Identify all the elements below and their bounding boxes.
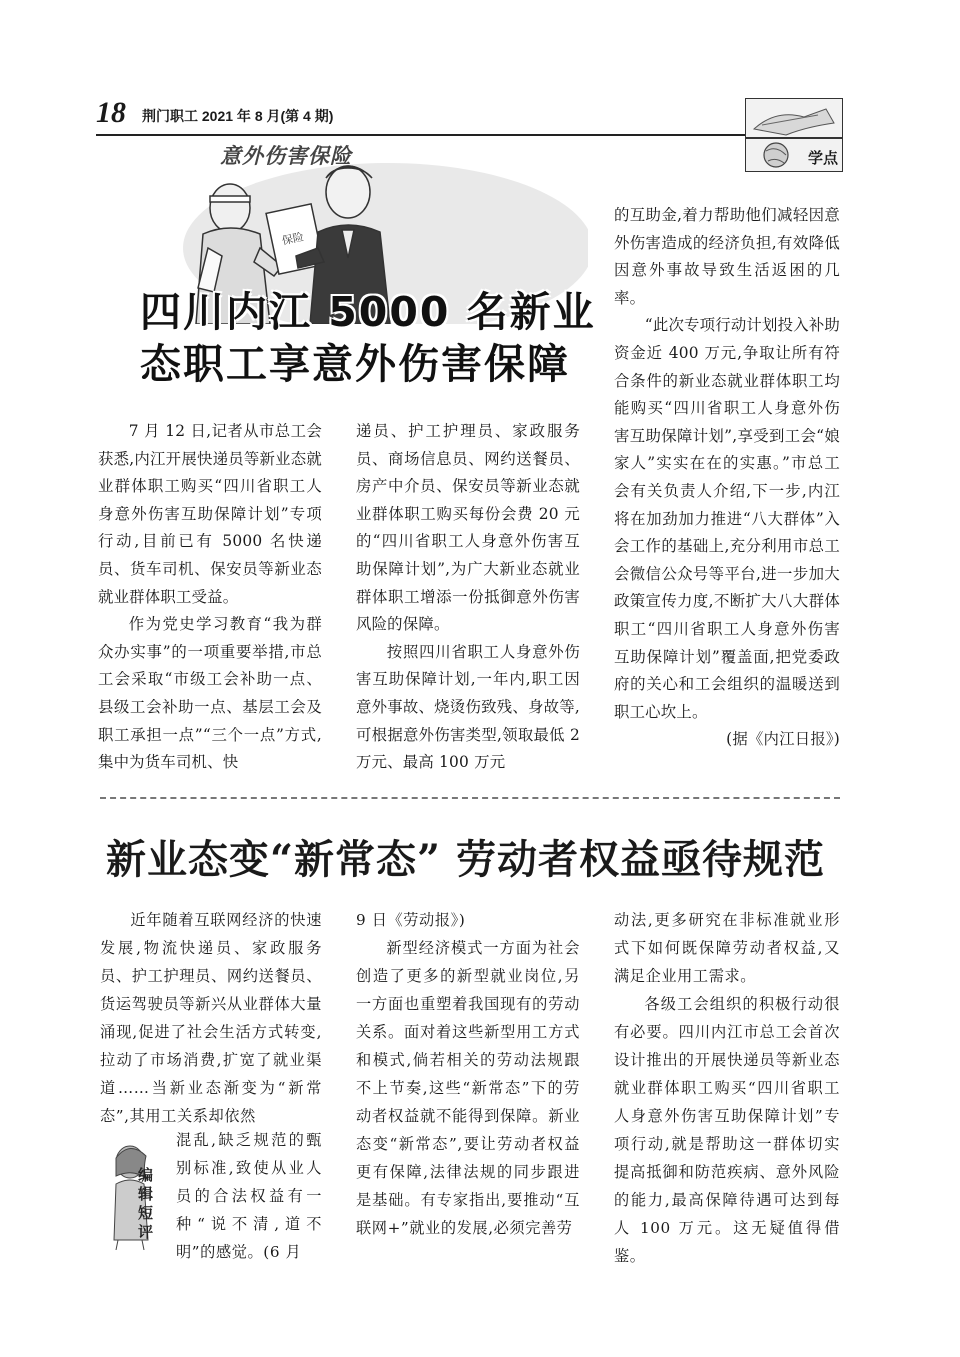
document-label: 保险 (280, 230, 306, 248)
paragraph: 各级工会组织的积极行动很有必要。四川内江市总工会首次设计推出的开展快递员等新业态就业群体职工购买“四川省职工人身意外伤害互助保障计划”专项行动,就是帮助这一群体切实提高抵御和防范疾病、意外风险的能力,最高保障待遇可达到每人 100 万元。这无疑值得借鉴。 (614, 995, 840, 1265)
paragraph: 混乱,缺乏规范的甄别标准,致使从业人员的合法权益有一种“说不清,道不明”的感觉。(6 月 (176, 1131, 322, 1261)
illustration-label: 意外伤害保险 (220, 145, 352, 168)
editor-comment-label: 编辑短评 (138, 1167, 154, 1241)
article1-column-3 (614, 202, 840, 754)
article2-column-2 (356, 906, 580, 1242)
publication-info: 荆门职工 2021 年 8 月(第 4 期) (142, 108, 334, 124)
article2-column-1-continued (176, 1126, 322, 1266)
paragraph: 新型经济模式一方面为社会创造了更多的新型就业岗位,另一方面也重塑着我国现有的劳动关系。面对着这些新型用工方式和模式,倘若相关的劳动法规跟不上节奏,这些“新常态”下的劳动者权益就不能得到保障。新业态变“新常态”,要让劳动者权益更有保障,法律法规的同步跟进是基础。有专家指出,要推动“互联网+”就业的发展,必须完善劳 (356, 939, 580, 1237)
header-rule (96, 134, 746, 136)
article1-column-2 (356, 418, 580, 777)
paragraph: 近年随着互联网经济的快速发展,物流快递员、家政服务员、护工护理员、网约送餐员、货运驾驶员等新兴从业群体大量涌现,促进了社会生活方式转变,拉动了市场消费,扩宽了就业渠道……当新业态渐变为“新常态”,其用工关系却依然 (100, 911, 322, 1125)
section-divider (100, 797, 840, 799)
paragraph: 7 月 12 日,记者从市总工会获悉,内江开展快递员等新业态就业群体职工购买“四川省职工人身意外伤害互助保障计划”专项行动,目前已有 5000 名快递员、货车司机、保安员等新业态就业群体职工受益。 (98, 422, 322, 606)
column-label: 学点 (807, 150, 838, 167)
article1-headline (140, 286, 596, 390)
article1-column-1 (98, 418, 322, 777)
article2-headline: 新业态变“新常态” 劳动者权益亟待规范 (106, 836, 825, 883)
paragraph: 按照四川省职工人身意外伤害互助保障计划,一年内,职工因意外事故、烧烫伤致残、身故等,可根据意外伤害类型,领取最低 2 万元、最高 100 万元 (356, 642, 580, 772)
article2-column-1 (100, 906, 322, 1130)
paragraph: 的互助金,着力帮助他们减轻因意外伤害造成的经济负担,有效降低因意外事故导致生活返困的几率。 (614, 206, 840, 307)
article1-headline-line2: 态职工享意外伤害保障 (140, 340, 570, 388)
column-badge (745, 98, 843, 172)
paragraph: 递员、护工护理员、家政服务员、商场信息员、网约送餐员、房产中介员、保安员等新业态就业群体职工购买每份会费 20 元的“四川省职工人身意外伤害互助保障计划”,为广大新业态就业群体职工增添一份抵御意外伤害风险的保障。 (356, 422, 580, 634)
paragraph: 动法,更多研究在非标准就业形式下如何既保障劳动者权益,又满足企业用工需求。 (614, 911, 840, 985)
paragraph: 作为党史学习教育“我为群众办实事”的一项重要举措,市总工会采取“市级工会补助一点、县级工会补助一点、基层工会及职工承担一点”“三个一点”方式,集中为货车司机、快 (98, 615, 322, 772)
paragraph: 9 日《劳动报》) (356, 911, 466, 929)
article1-headline-line1: 四川内江 5000 名新业 (140, 288, 596, 336)
paragraph: “此次专项行动计划投入补助资金近 400 万元,争取让所有符合条件的新业态就业群体职工均能购买“四川省职工人身意外伤害互助保障计划”,享受到工会“娘家人”实实在在的实惠。”市总工会有关负责人介绍,下一步,内江将在加劲加力推进“八大群体”入会工作的基础上,充分利用市总工会微信公众号等平台,进一步加大政策宣传力度,不断扩大八大群体职工“四川省职工人身意外伤害互助保障计划”覆盖面,把党委政府的关心和工会组织的温暖送到职工心坎上。 (614, 316, 840, 721)
editor-figure-icon (104, 1140, 166, 1250)
article2-column-3 (614, 906, 840, 1270)
page-number: 18 (96, 96, 126, 129)
article-source: (据《内江日报》) (726, 730, 840, 749)
